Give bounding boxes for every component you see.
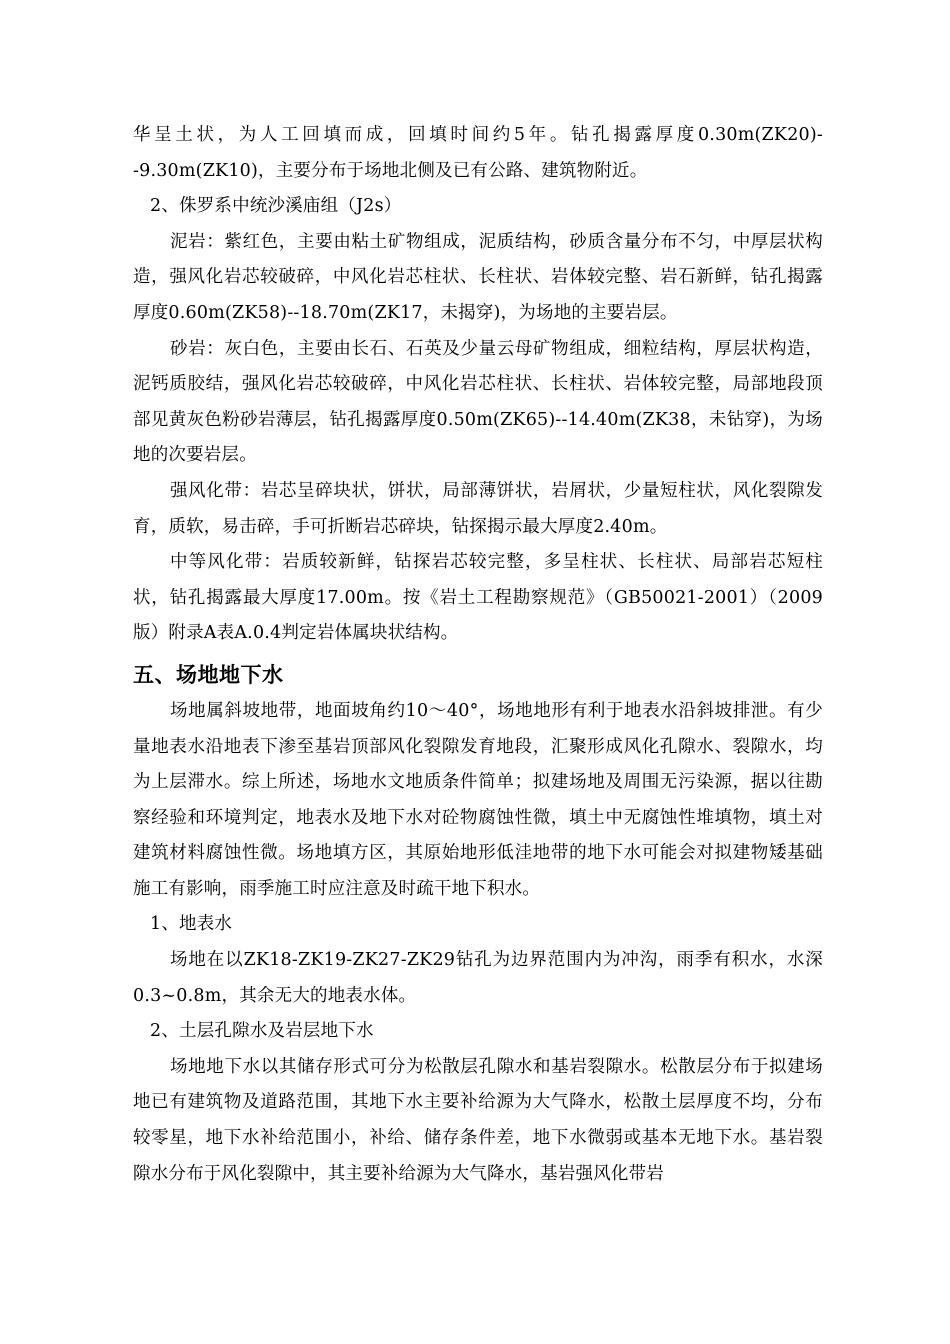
paragraph-surface-water: 场地在以ZK18-ZK19-ZK27-ZK29钻孔为边界范围内为冲沟，雨季有积水，水深0.3~0.8m，其余无大的地表水体。 <box>133 950 823 1006</box>
paragraph-moderate-weathered: 中等风化带：岩质较新鲜，钻探岩芯较完整，多呈柱状、长柱状、局部岩芯短柱状，钻孔揭露最大厚度17.00m。按《岩土工程勘察规范》（GB50021-2001）（2009版）附录A表A.0.4判定岩体属块状结构。 <box>133 552 823 644</box>
subsection-pore-water-title: 2、土层孔隙水及岩层地下水 <box>150 1021 374 1042</box>
subsection-surface-water-title: 1、地表水 <box>150 914 233 935</box>
section-heading-groundwater: 五、场地地下水 <box>133 662 284 687</box>
paragraph-mudstone: 泥岩：紫红色，主要由粘土矿物组成，泥质结构，砂质含量分布不匀，中厚层状构造，强风化岩芯较破碎，中风化岩芯柱状、长柱状、岩体较完整、岩石新鲜，钻孔揭露厚度0.60m(ZK58)--18.70m(ZK17，未揭穿)，为场地的主要岩层。 <box>133 231 823 323</box>
paragraph-sandstone: 砂岩：灰白色，主要由长石、石英及少量云母矿物组成，细粒结构，厚层状构造，泥钙质胶结，强风化岩芯较破碎，中风化岩芯柱状、长柱状、岩体较完整，局部地段顶部见黄灰色粉砂岩薄层，钻孔揭露厚度0.50m(ZK65)--14.40m(ZK38，未钻穿)，为场地的次要岩层。 <box>133 338 823 466</box>
paragraph-pore-water: 场地地下水以其储存形式可分为松散层孔隙水和基岩裂隙水。松散层分布于拟建场地已有建筑物及道路范围，其地下水主要补给源为大气降水，松散土层厚度不均，分布较零星，地下水补给范围小，补给、储存条件差，地下水微弱或基本无地下水。基岩裂隙水分布于风化裂隙中，其主要补给源为大气降水，基岩强风化带岩 <box>133 1056 823 1184</box>
paragraph-fill-continuation: 华呈土状，为人工回填而成，回填时间约5年。钻孔揭露厚度0.30m(ZK20)--9.30m(ZK10)，主要分布于场地北侧及已有公路、建筑物附近。 <box>133 125 823 181</box>
paragraph-groundwater-overview: 场地属斜坡地带，地面坡角约10～40°，场地地形有利于地表水沿斜坡排泄。有少量地表水沿地表下渗至基岩顶部风化裂隙发育地段，汇聚形成风化孔隙水、裂隙水，均为上层滞水。综上所述，场地水文地质条件简单；拟建场地及周围无污染源，据以往勘察经验和环境判定，地表水及地下水对砼物腐蚀性微，填土中无腐蚀性堆填物，填土对建筑材料腐蚀性微。场地填方区，其原始地形低洼地带的地下水可能会对拟建物矮基础施工有影响，雨季施工时应注意及时疏干地下积水。 <box>133 700 823 899</box>
subsection-jurassic-title: 2、侏罗系中统沙溪庙组（J2s） <box>150 196 402 217</box>
document-body <box>133 118 823 1192</box>
paragraph-strong-weathered: 强风化带：岩芯呈碎块状，饼状，局部薄饼状，岩屑状，少量短柱状，风化裂隙发育，质软，易击碎，手可折断岩芯碎块，钻探揭示最大厚度2.40m。 <box>133 480 823 537</box>
